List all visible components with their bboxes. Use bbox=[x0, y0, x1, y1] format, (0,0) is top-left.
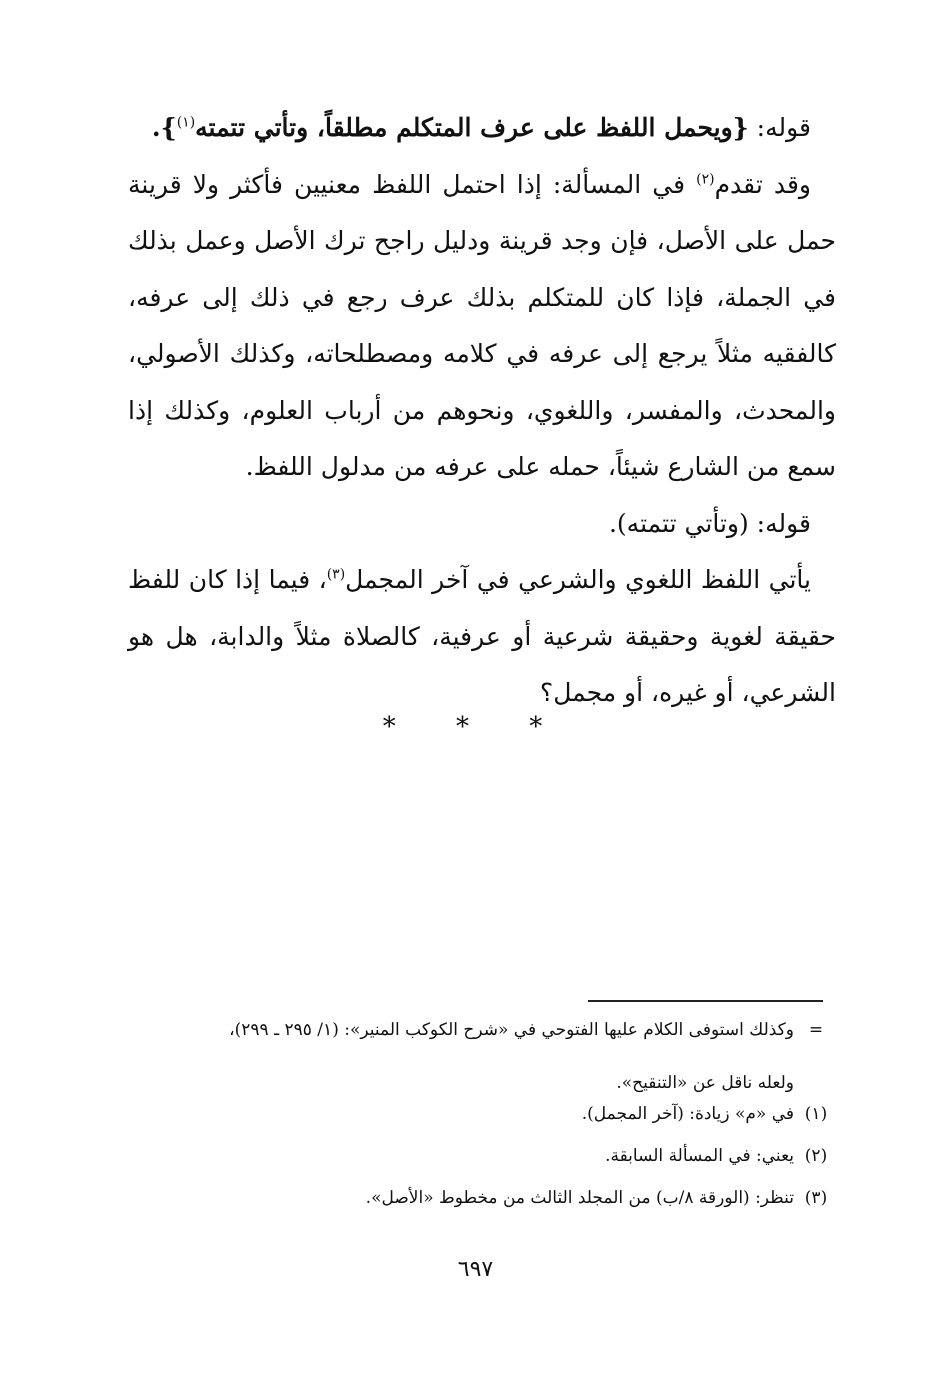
paragraph-2-text: في المسألة: إذا احتمل اللفظ معنيين فأكثر ولا قرينة حمل على الأصل، فإن وجد قرينة ودليل راجح ترك الأصل وعمل بذلك في الجملة، فإذا كان للمتكلم بذلك عرف رجع في ذلك إلى عرفه، كالفقيه مثلاً يرجع إلى عرفه في كلامه ومصطلحاته، وكذلك الأصولي، والمحدث، والمفسر، واللغوي، ونحوهم من أرباب العلوم، وكذلك إذا سمع من الشارع شيئاً، حمله على عرفه من مدلول اللفظ. bbox=[128, 169, 836, 481]
paragraph-4-text: ، فيما إذا كان للفظ حقيقة لغوية وحقيقة شرعية أو عرفية، كالصلاة مثلاً والدابة، هل هو الشرعي، أو غيره، أو مجمل؟ bbox=[128, 565, 836, 707]
footnote-marker: (٢) bbox=[804, 1146, 828, 1166]
section-separator: * * * bbox=[382, 712, 569, 742]
footnote-divider bbox=[588, 1000, 823, 1002]
paragraph-2-start: وقد تقدم bbox=[714, 169, 811, 199]
continuation-line-2: ولعله ناقل عن «التنقيح». bbox=[616, 1073, 794, 1093]
footnote-ref-2: (٢) bbox=[696, 171, 715, 188]
footnote-3 bbox=[128, 1188, 838, 1230]
paragraph-4-start: يأتي اللفظ اللغوي والشرعي في آخر المجمل bbox=[345, 565, 811, 594]
footnotes bbox=[128, 1020, 838, 1230]
quote-close: }. bbox=[151, 113, 177, 142]
quote-label: قوله: bbox=[748, 113, 811, 142]
page-number: ٦٩٧ bbox=[457, 1257, 494, 1282]
footnote-1 bbox=[128, 1104, 838, 1146]
footnote-marker: (٣) bbox=[804, 1188, 828, 1208]
footnote-marker: (١) bbox=[804, 1104, 828, 1124]
footnote-ref-3: (٣) bbox=[326, 566, 346, 583]
paragraph-2 bbox=[128, 157, 836, 496]
footnote-ref-1: (١) bbox=[176, 114, 196, 131]
footnote-2 bbox=[128, 1146, 838, 1188]
footnote-continuation bbox=[128, 1020, 838, 1062]
paragraph-3: قوله: (وتأتي تتمته). bbox=[608, 508, 811, 538]
footnote-text: في «م» زيادة: (آخر المجمل). bbox=[581, 1104, 794, 1124]
paragraph-4 bbox=[128, 552, 836, 722]
footnote-text: تنظر: (الورقة ٨/ب) من المجلد الثالث من مخطوط «الأصل». bbox=[365, 1188, 794, 1208]
continuation-line-1: وكذلك استوفى الكلام عليها الفتوحي في «شرح الكوكب المنير»: (١/ ٢٩٥ ـ ٢٩٩)، bbox=[229, 1020, 794, 1040]
main-text bbox=[128, 100, 836, 722]
quoted-matn: {ويحمل اللفظ على عرف المتكلم مطلقاً، وتأتي تتمته bbox=[195, 113, 749, 142]
continuation-mark: = bbox=[808, 1020, 824, 1040]
paragraph-1 bbox=[128, 100, 836, 157]
footnote-text: يعني: في المسألة السابقة. bbox=[605, 1146, 794, 1166]
